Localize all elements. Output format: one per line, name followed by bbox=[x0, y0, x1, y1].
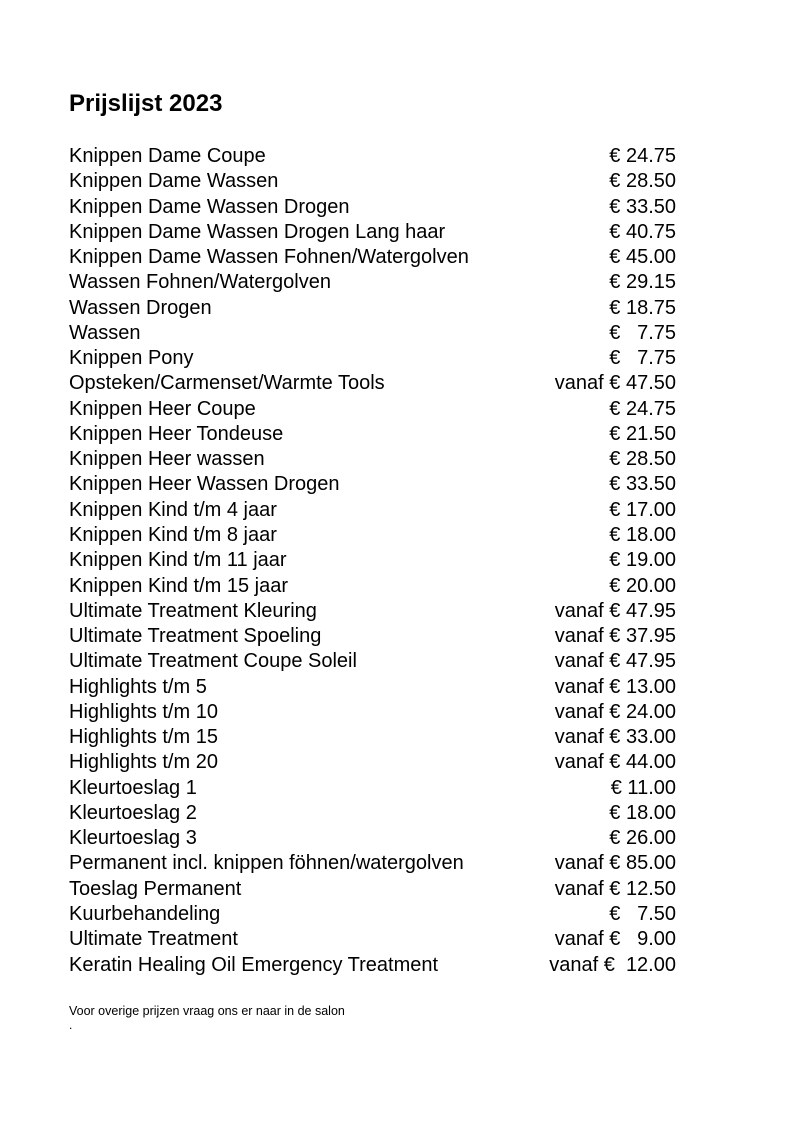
service-price: € 21.50 bbox=[609, 422, 676, 445]
service-price: € 26.00 bbox=[609, 827, 676, 850]
price-row bbox=[69, 902, 689, 927]
service-name: Permanent incl. knippen föhnen/watergolven bbox=[69, 852, 464, 875]
service-price: vanaf € 12.00 bbox=[549, 953, 676, 976]
price-row bbox=[69, 346, 689, 371]
price-list bbox=[69, 144, 689, 978]
service-price: € 45.00 bbox=[609, 246, 676, 269]
price-row bbox=[69, 624, 689, 649]
price-row bbox=[69, 422, 689, 447]
service-name: Knippen Dame Coupe bbox=[69, 145, 266, 167]
service-name: Wassen Drogen bbox=[69, 296, 212, 319]
service-price: € 24.75 bbox=[609, 397, 676, 420]
price-row bbox=[69, 548, 689, 573]
service-name: Kuurbehandeling bbox=[69, 902, 221, 925]
price-row bbox=[69, 245, 689, 270]
service-price: € 18.75 bbox=[609, 296, 676, 319]
service-price: € 7.75 bbox=[609, 321, 676, 344]
service-name: Knippen Dame Wassen bbox=[69, 170, 279, 193]
service-name: Highlights t/m 15 bbox=[69, 726, 218, 749]
service-price: € 18.00 bbox=[609, 523, 676, 546]
price-row bbox=[69, 371, 689, 396]
price-row bbox=[69, 877, 689, 902]
service-price: € 40.75 bbox=[609, 220, 676, 243]
service-name: Toeslag Permanent bbox=[69, 877, 242, 900]
price-row bbox=[69, 296, 689, 321]
service-name: Highlights t/m 5 bbox=[69, 675, 207, 698]
service-name: Opsteken/Carmenset/Warmte Tools bbox=[69, 372, 385, 395]
service-name: Kleurtoeslag 2 bbox=[69, 801, 197, 824]
service-price: vanaf € 33.00 bbox=[554, 726, 676, 749]
price-row bbox=[69, 776, 689, 801]
service-price: € 17.00 bbox=[609, 498, 676, 521]
page-title: Prijslijst 2023 bbox=[69, 90, 223, 117]
service-name: Kleurtoeslag 3 bbox=[69, 827, 197, 850]
price-row bbox=[69, 144, 689, 169]
service-price: vanaf € 37.95 bbox=[554, 625, 676, 648]
service-name: Knippen Dame Wassen Drogen bbox=[69, 195, 350, 218]
price-row bbox=[69, 700, 689, 725]
service-price: € 29.15 bbox=[609, 271, 676, 294]
service-name: Knippen Kind t/m 4 jaar bbox=[69, 498, 277, 521]
service-name: Ultimate Treatment bbox=[69, 928, 238, 951]
service-price: vanaf € 44.00 bbox=[554, 751, 676, 774]
service-price: vanaf € 12.50 bbox=[554, 877, 676, 900]
price-row bbox=[69, 953, 689, 978]
price-row bbox=[69, 826, 689, 851]
service-price: € 33.50 bbox=[609, 195, 676, 218]
service-name: Knippen Heer Coupe bbox=[69, 397, 256, 420]
service-name: Knippen Heer wassen bbox=[69, 448, 265, 471]
service-name: Highlights t/m 10 bbox=[69, 700, 218, 723]
service-price: vanaf € 9.00 bbox=[554, 928, 676, 951]
service-name: Knippen Dame Wassen Fohnen/Watergolven bbox=[69, 246, 469, 269]
price-row bbox=[69, 472, 689, 497]
service-price: € 24.75 bbox=[609, 145, 676, 167]
footer-note: Voor overige prijzen vraag ons er naar in de salon bbox=[69, 1004, 345, 1018]
price-row bbox=[69, 498, 689, 523]
price-row bbox=[69, 447, 689, 472]
service-name: Keratin Healing Oil Emergency Treatment bbox=[69, 953, 439, 976]
service-price: € 19.00 bbox=[609, 549, 676, 572]
service-price: € 33.50 bbox=[609, 473, 676, 496]
service-price: € 18.00 bbox=[609, 801, 676, 824]
service-name: Ultimate Treatment Coupe Soleil bbox=[69, 650, 357, 673]
price-row bbox=[69, 270, 689, 295]
price-row bbox=[69, 169, 689, 194]
service-price: vanaf € 47.50 bbox=[554, 372, 676, 395]
service-price: vanaf € 47.95 bbox=[554, 650, 676, 673]
service-name: Highlights t/m 20 bbox=[69, 751, 218, 774]
service-price: € 28.50 bbox=[609, 448, 676, 471]
service-price: € 7.75 bbox=[609, 347, 676, 370]
price-row bbox=[69, 220, 689, 245]
service-name: Kleurtoeslag 1 bbox=[69, 776, 197, 799]
price-row bbox=[69, 397, 689, 422]
price-row bbox=[69, 801, 689, 826]
service-price: € 20.00 bbox=[609, 574, 676, 597]
price-row bbox=[69, 574, 689, 599]
price-row bbox=[69, 523, 689, 548]
price-row bbox=[69, 649, 689, 674]
service-name: Ultimate Treatment Kleuring bbox=[69, 599, 317, 622]
service-price: vanaf € 47.95 bbox=[554, 599, 676, 622]
service-name: Knippen Pony bbox=[69, 347, 194, 370]
price-row bbox=[69, 725, 689, 750]
footer-mark: . bbox=[69, 1018, 73, 1032]
service-price: € 11.00 bbox=[610, 776, 676, 799]
price-row bbox=[69, 599, 689, 624]
service-name: Knippen Kind t/m 8 jaar bbox=[69, 523, 277, 546]
price-row bbox=[69, 195, 689, 220]
service-price: vanaf € 24.00 bbox=[554, 700, 676, 723]
service-name: Knippen Dame Wassen Drogen Lang haar bbox=[69, 220, 446, 243]
price-row bbox=[69, 750, 689, 775]
service-name: Knippen Heer Wassen Drogen bbox=[69, 473, 340, 496]
service-name: Knippen Heer Tondeuse bbox=[69, 422, 284, 445]
price-row bbox=[69, 321, 689, 346]
service-name: Ultimate Treatment Spoeling bbox=[69, 625, 322, 648]
price-row bbox=[69, 851, 689, 876]
service-price: € 28.50 bbox=[609, 170, 676, 193]
service-name: Wassen Fohnen/Watergolven bbox=[69, 271, 331, 294]
price-row bbox=[69, 927, 689, 952]
service-name: Wassen bbox=[69, 321, 141, 344]
service-name: Knippen Kind t/m 11 jaar bbox=[69, 549, 287, 572]
service-price: € 7.50 bbox=[609, 902, 676, 925]
service-price: vanaf € 13.00 bbox=[554, 675, 676, 698]
service-name: Knippen Kind t/m 15 jaar bbox=[69, 574, 289, 597]
service-price: vanaf € 85.00 bbox=[554, 852, 676, 875]
price-row bbox=[69, 675, 689, 700]
